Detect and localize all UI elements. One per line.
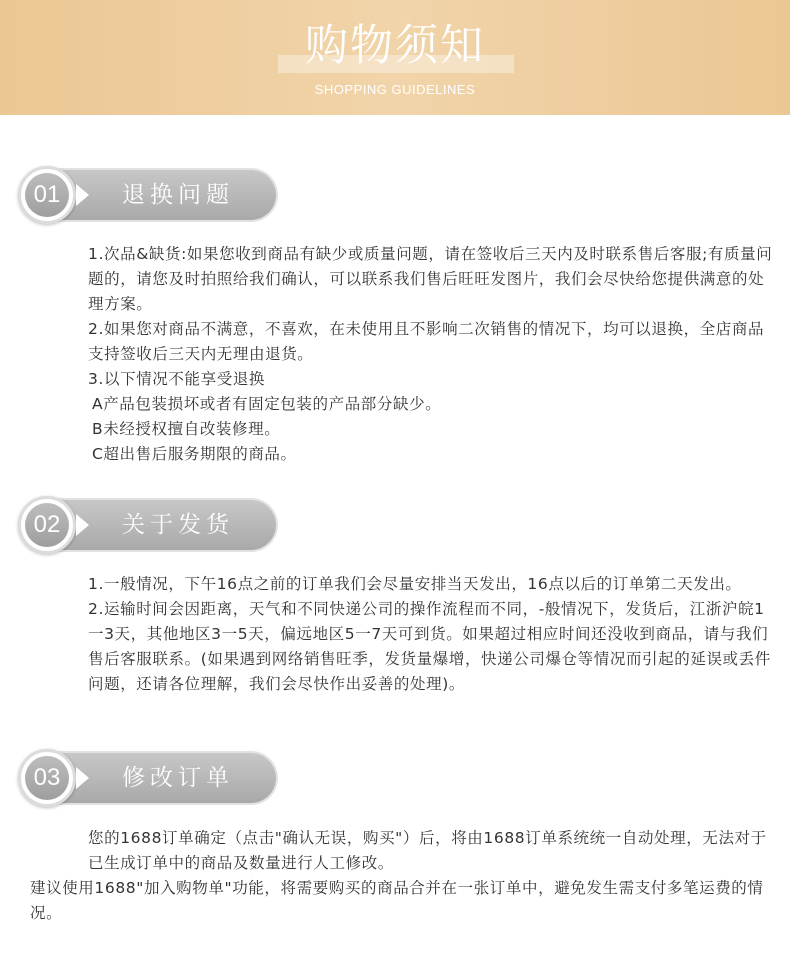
- paragraph: 您的1688订单确定（点击"确认无误，购买"）后，将由1688订单系统统一自动处理，无法对于已生成订单中的商品及数量进行人工修改。: [88, 829, 767, 872]
- arrow-right-icon: [76, 514, 89, 536]
- section-01-number-badge: [18, 166, 76, 224]
- section-01-heading: [18, 166, 278, 224]
- section-03-body: [30, 826, 778, 926]
- section-title: 退换问题: [122, 182, 234, 208]
- arrow-right-icon: [76, 767, 89, 789]
- paragraph: 2.运输时间会因距离，天气和不同快递公司的操作流程而不同，-般情况下，发货后，江浙沪皖1一3天，其他地区3一5天，偏远地区5一7天可到货。如果超过相应时间还没收到商品，请与我们售后客服联系。(如果遇到网络销售旺季，发货量爆增，快递公司爆仓等情况而引起的延误或丢件问题，还请各位理解，我们会尽快作出妥善的处理)。: [88, 600, 771, 693]
- section-title: 修改订单: [122, 765, 234, 791]
- paragraph: 1.一般情况，下午16点之前的订单我们会尽量安排当天发出，16点以后的订单第二天发出。: [88, 575, 742, 593]
- section-number: 02: [33, 511, 61, 538]
- section-01-body: [30, 242, 778, 467]
- paragraph: B未经授权擅自改装修理。: [92, 420, 281, 438]
- paragraph: 1.次品&缺货:如果您收到商品有缺少或质量问题，请在签收后三天内及时联系售后客服;有质量问题的，请您及时拍照给我们确认，可以联系我们售后旺旺发图片，我们会尽快给您提供满意的处理方案。: [88, 245, 773, 313]
- section-03-heading: [18, 749, 278, 807]
- section-number: 01: [33, 181, 61, 208]
- arrow-right-icon: [76, 184, 89, 206]
- section-03-number-badge: [18, 749, 76, 807]
- paragraph: C超出售后服务期限的商品。: [92, 445, 297, 463]
- section-02-heading: [18, 496, 278, 554]
- section-02-number-badge: [18, 496, 76, 554]
- paragraph: 3.以下情况不能享受退换: [88, 370, 265, 388]
- paragraph: 建议使用1688"加入购物单"功能，将需要购买的商品合并在一张订单中，避免发生需支付多笔运费的情况。: [30, 879, 764, 922]
- banner-title: 购物须知: [305, 21, 485, 71]
- banner-subtitle: SHOPPING GUIDELINES: [314, 82, 476, 97]
- section-title: 关于发货: [122, 512, 234, 538]
- section-number: 03: [33, 764, 61, 791]
- paragraph: 2.如果您对商品不满意，不喜欢，在未使用且不影响二次销售的情况下，均可以退换，全店商品支持签收后三天内无理由退货。: [88, 320, 765, 363]
- paragraph: A产品包装损坏或者有固定包装的产品部分缺少。: [92, 395, 442, 413]
- section-02-body: [30, 572, 778, 697]
- header-banner: [0, 0, 790, 115]
